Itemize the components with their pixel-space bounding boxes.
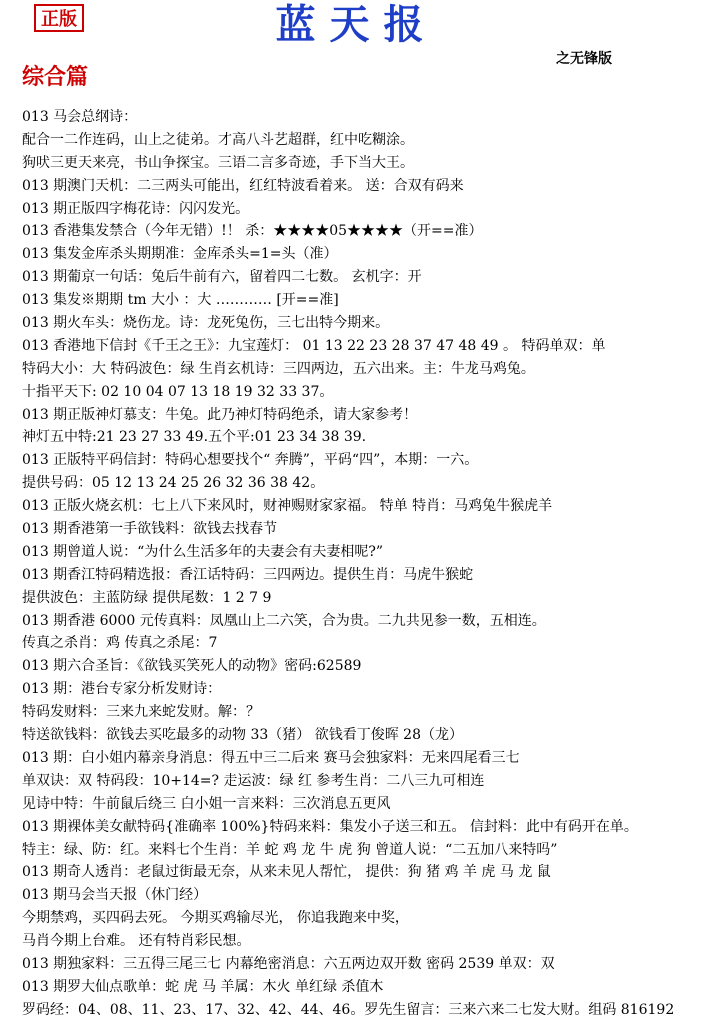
text-line: 013 期正版四字梅花诗：闪闪发光。 xyxy=(22,200,250,217)
text-line: 特主：绿、防：红。来料七个生肖：羊 蛇 鸡 龙 牛 虎 狗 曾道人说：“二五加八来特吗” xyxy=(22,841,558,858)
text-line: 013 期奇人透肖：老鼠过街最无奈，从来未见人帮忙， 提供：狗 猪 鸡 羊 虎 马 龙 鼠 xyxy=(22,864,551,881)
text-line: 013 期六合圣旨：《欲钱买笑死人的动物》密码:62589 xyxy=(22,658,362,675)
text-line: 013 正版火烧玄机：七上八下来风时，财神赐财家家福。 特单 特肖：马鸡兔牛猴虎羊 xyxy=(22,498,553,515)
section-title: 综合篇 xyxy=(22,64,89,90)
document-body xyxy=(22,106,706,1022)
text-line: 特送欲钱料：欲钱去买吃最多的动物 33（猪） 欲钱看丁俊晖 28（龙） xyxy=(22,727,463,744)
text-line: 单双诀：双 特码段：10+14=? 走运波：绿 红 参考生肖：二八三九可相连 xyxy=(22,772,485,789)
text-line: 狗吠三更天来亮，书山争探宝。三语二言多奇迹，手下当大王。 xyxy=(22,154,414,171)
text-line: 特码大小：大 特码波色：绿 生肖玄机诗：三四两边，五六出来。主：牛龙马鸡兔。 xyxy=(22,360,535,377)
text-line: 013 期火车头：烧伤龙。诗：龙死兔伤，三七出特今期来。 xyxy=(22,315,390,332)
text-line: 013 马会总纲诗： xyxy=(22,109,138,125)
text-line: 013 期独家料：三五得三尾三七 内幕绝密消息：六五两边双开数 密码 2539 单双：双 xyxy=(22,955,555,972)
text-line: 013 集发※期期 tm 大小 ：大 ………… [开==准] xyxy=(22,292,339,309)
text-line: 013 期：白小姐内幕亲身消息：得五中三二后来 赛马会独家料：无来四尾看三七 xyxy=(22,749,520,766)
text-line: 013 香港地下信封《千王之王》：九宝莲灯： 01 13 22 23 28 37 47 48 49 。 特码单双：单 xyxy=(22,337,606,354)
text-line: 013 期马会当天报（休门经） xyxy=(22,887,208,904)
text-line: 013 香港集发禁合（今年无错）!！ 杀：★★★★05★★★★（开==准） xyxy=(22,223,483,240)
text-line: 配合一二作连码，山上之徒弟。才高八斗艺超群，红中吃糊涂。 xyxy=(22,131,414,148)
text-line: 013 期裸体美女献特码{准确率 100%}特码来料：集发小子送三和五。 信封料：此中有码开在单。 xyxy=(22,818,638,835)
text-line: 马肖今期上台难。 还有特肖彩民想。 xyxy=(22,933,251,950)
text-line: 传真之杀肖：鸡 传真之杀尾：7 xyxy=(22,635,218,652)
text-line: 见诗中特：牛前鼠后绕三 白小姐一言来料：三次消息五更风 xyxy=(22,795,391,812)
text-line: 013 期正版神灯慕支：牛兔。此乃神灯特码绝杀，请大家参考！ xyxy=(22,406,418,423)
text-line: 013 期葡京一句话：兔后牛前有六，留着四二七数。 玄机字：开 xyxy=(22,269,422,286)
text-line: 神灯五中特:21 23 27 33 49.五个平:01 23 34 38 39. xyxy=(22,429,367,446)
text-line: 今期禁鸡，买四码去死。 今期买鸡输尽光， 你追我跑来中奖， xyxy=(22,910,409,927)
text-line: 013 期香江特码精选报：香江话特码：三四两边。提供生肖：马虎牛猴蛇 xyxy=(22,566,474,583)
text-line: 罗码经：04、08、11、23、17、32、42、44、46。罗先生留言：三来六来二七发大财。组码 816192 xyxy=(22,1001,675,1018)
text-line: 提供波色：主蓝防绿 提供尾数：1 2 7 9 xyxy=(22,589,272,606)
text-line: 十指平天下: 02 10 04 07 13 18 19 32 33 37。 xyxy=(22,383,334,400)
text-line: 013 期罗大仙点歌单：蛇 虎 马 羊属：木火 单红绿 杀值木 xyxy=(22,978,384,995)
text-line: 013 期澳门天机：二三两头可能出，红红特波看着来。 送：合双有码来 xyxy=(22,177,464,194)
text-line: 013 期：港台专家分析发财诗： xyxy=(22,681,222,698)
text-line: 提供号码：05 12 13 24 25 26 32 36 38 42。 xyxy=(22,475,325,492)
text-line: 013 正版特平码信封：特码心想要找个“ 奔腾”，平码“四”，本期：一六。 xyxy=(22,452,479,469)
authentic-badge: 正版 xyxy=(34,4,84,32)
page-title: 蓝天报 xyxy=(275,1,438,48)
text-line: 013 集发金库杀头期期准：金库杀头=1=头（准） xyxy=(22,246,338,263)
edition-label: 之无锋版 xyxy=(556,51,612,67)
text-line: 013 期香港第一手欲钱料：欲钱去找春节 xyxy=(22,521,278,538)
text-line: 013 期香港 6000 元传真料：凤凰山上二六笑，合为贵。二九共见参一数，五相连。 xyxy=(22,612,546,629)
text-line: 特码发财料：三来九来蛇发财。解：？ xyxy=(22,704,260,721)
text-line: 013 期曾道人说：“为什么生活多年的夫妻会有夫妻相呢?” xyxy=(22,543,383,560)
